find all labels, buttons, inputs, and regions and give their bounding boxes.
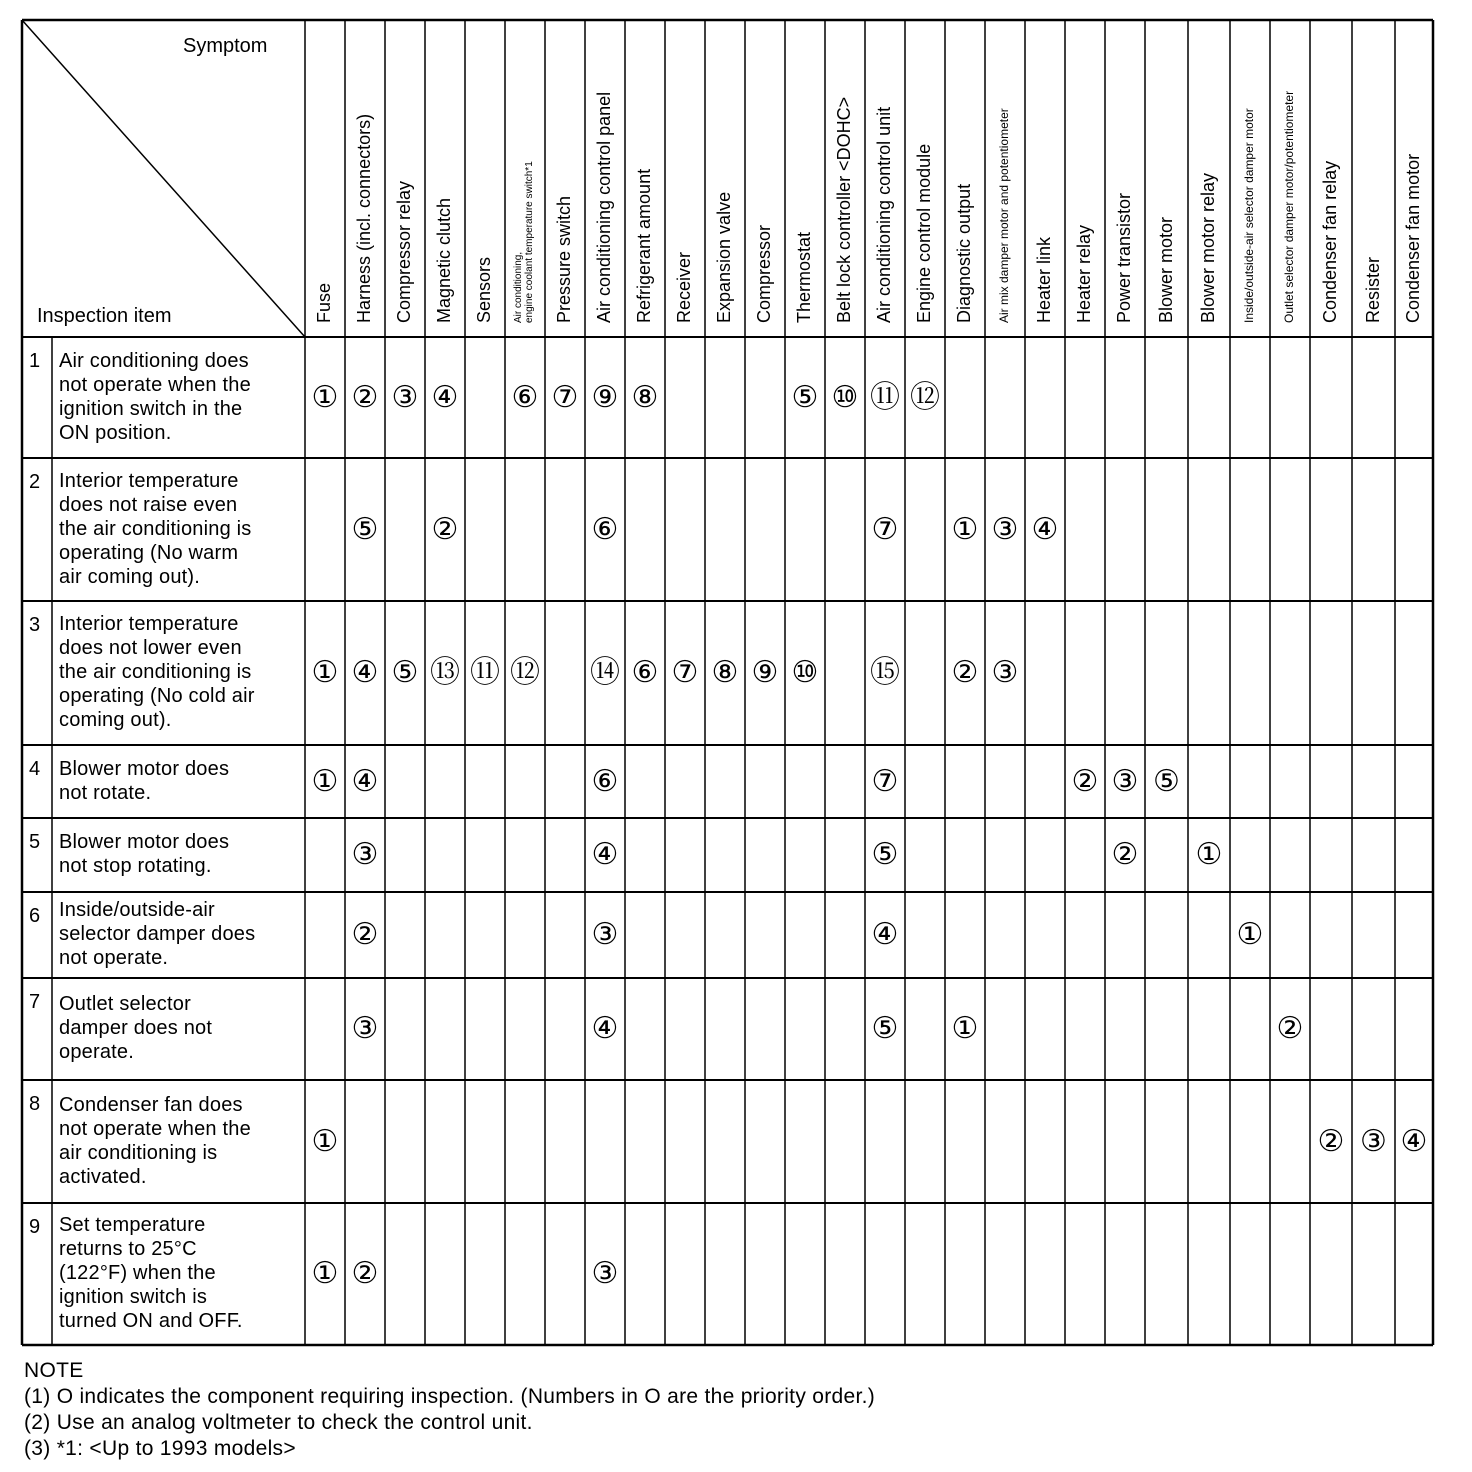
- column-header-4: Sensors: [474, 256, 495, 323]
- priority-mark: ②: [351, 917, 379, 952]
- symptom-text-line: turned ON and OFF.: [59, 1310, 243, 1332]
- column-header-13: Belt lock controller <DOHC>: [834, 96, 855, 323]
- column-header-11: Compressor: [754, 224, 775, 323]
- corner-diagonal: [22, 20, 305, 337]
- symptom-text-line: operating (No warm: [59, 541, 239, 564]
- symptom-text-line: not stop rotating.: [59, 855, 212, 877]
- column-header-27: Condenser fan motor: [1403, 153, 1424, 323]
- column-header-16: Diagnostic output: [954, 183, 975, 323]
- priority-mark: ①: [951, 1011, 979, 1046]
- notes-title: NOTE: [24, 1359, 84, 1382]
- priority-mark: ⑫: [910, 379, 940, 415]
- row-number: 3: [29, 614, 41, 636]
- row-symptom-text: [59, 992, 212, 1064]
- note-item-2: (2) Use an analog voltmeter to check the control unit.: [24, 1411, 533, 1434]
- priority-mark: ⑤: [871, 1011, 899, 1046]
- symptom-text-line: does not raise even: [59, 493, 238, 516]
- priority-mark: ⑫: [510, 655, 540, 690]
- column-header-2: Compressor relay: [394, 180, 415, 323]
- priority-mark: ⑤: [871, 837, 899, 872]
- priority-mark: ④: [351, 655, 379, 690]
- priority-mark: ④: [431, 379, 459, 415]
- symptom-text-line: ON position.: [59, 421, 172, 444]
- row-number: 5: [29, 831, 41, 853]
- symptom-text-line: Inside/outside-air: [59, 899, 215, 921]
- priority-mark: ①: [311, 655, 339, 690]
- column-header-23: Inside/outside-air selector damper motor: [1242, 108, 1257, 323]
- symptom-text-line: coming out).: [59, 709, 172, 731]
- priority-mark: ③: [351, 837, 379, 872]
- row-symptom-text: [59, 898, 255, 970]
- priority-mark: ⑮: [870, 655, 900, 690]
- priority-mark: ②: [951, 655, 979, 690]
- column-header-10: Expansion valve: [714, 191, 735, 323]
- column-header-26: Resister: [1362, 256, 1383, 323]
- column-header-17: Air mix damper motor and potentiometer: [997, 108, 1012, 323]
- priority-mark: ④: [871, 917, 899, 952]
- symptom-text-line: Set temperature: [59, 1214, 206, 1236]
- priority-mark: ⑦: [671, 655, 699, 690]
- priority-mark: ⑤: [1153, 763, 1180, 799]
- priority-mark: ⑥: [631, 655, 659, 690]
- column-header-20: Power transistor: [1114, 192, 1135, 323]
- row-number: 2: [29, 471, 41, 493]
- symptom-text-line: operating (No cold air: [59, 685, 255, 707]
- column-header-9: Receiver: [674, 251, 695, 323]
- column-header-0: Fuse: [314, 282, 335, 323]
- column-header-18: Heater link: [1034, 236, 1055, 323]
- priority-mark: ②: [431, 511, 459, 547]
- priority-mark: ①: [1195, 837, 1223, 872]
- priority-mark: ③: [591, 1256, 619, 1291]
- priority-mark: ⑥: [511, 379, 539, 415]
- row-number: 6: [29, 905, 41, 927]
- symptom-text-line: Interior temperature: [59, 469, 239, 492]
- priority-mark: ④: [1031, 511, 1059, 547]
- priority-mark: ⑧: [631, 379, 659, 415]
- priority-mark: ③: [351, 1011, 379, 1046]
- row-symptom-text: [59, 757, 229, 805]
- notes-section: [24, 1358, 875, 1462]
- column-header-14: Air conditioning control unit: [874, 106, 895, 323]
- row-symptom-text: [59, 1093, 251, 1189]
- row-number: 4: [29, 758, 41, 780]
- column-header-3: Magnetic clutch: [434, 197, 455, 323]
- symptom-text-line: not operate.: [59, 947, 169, 969]
- column-header-5-line1: Air conditioning,: [513, 251, 524, 323]
- note-item-3: (3) *1: <Up to 1993 models>: [24, 1437, 296, 1460]
- priority-mark: ①: [951, 511, 979, 547]
- symptom-text-line: not operate when the: [59, 1117, 251, 1140]
- row-symptom-text: [59, 612, 255, 732]
- column-header-19: Heater relay: [1074, 224, 1095, 323]
- column-header-15: Engine control module: [914, 143, 935, 323]
- column-header-22: Blower motor relay: [1198, 172, 1219, 323]
- symptom-text-line: selector damper does: [59, 923, 256, 945]
- priority-mark: ⑦: [871, 763, 899, 799]
- symptom-text-line: the air conditioning is: [59, 661, 252, 683]
- priority-mark: ⑩: [831, 379, 859, 415]
- priority-mark: ⑪: [870, 379, 900, 415]
- row-symptom-text: [59, 1213, 243, 1333]
- inspection-item-label: Inspection item: [37, 305, 172, 327]
- priority-mark: ⑬: [430, 655, 460, 690]
- symptom-text-line: Blower motor does: [59, 757, 230, 780]
- symptom-text-line: not rotate.: [59, 781, 152, 804]
- note-item-1: (1) O indicates the component requiring inspection. (Numbers in O are the priority order.): [24, 1385, 876, 1408]
- priority-mark: ③: [391, 379, 419, 415]
- column-header-24: Outlet selector damper motor/potentiometer: [1282, 90, 1297, 323]
- row-symptom-text: [59, 830, 229, 878]
- symptom-text-line: Condenser fan does: [59, 1093, 243, 1116]
- row-number: 1: [29, 350, 41, 372]
- row-number: 9: [29, 1216, 41, 1238]
- symptom-text-line: activated.: [59, 1165, 147, 1188]
- priority-mark: ⑥: [591, 763, 619, 799]
- priority-mark: ③: [991, 655, 1019, 690]
- priority-mark: ①: [311, 1256, 339, 1291]
- priority-mark: ⑪: [470, 655, 500, 690]
- priority-mark: ①: [311, 763, 339, 799]
- symptom-text-line: (122°F) when the: [59, 1262, 216, 1284]
- priority-mark: ④: [1400, 1123, 1428, 1159]
- priority-mark: ②: [1317, 1123, 1345, 1159]
- symptom-text-line: ignition switch is: [59, 1286, 208, 1308]
- priority-mark: ⑤: [351, 511, 379, 547]
- priority-mark: ⑩: [791, 655, 819, 690]
- priority-mark: ④: [351, 763, 379, 799]
- priority-mark: ⑤: [791, 379, 819, 415]
- priority-mark: ③: [1360, 1123, 1387, 1159]
- column-header-12: Thermostat: [794, 231, 815, 323]
- priority-mark: ②: [1071, 763, 1099, 799]
- priority-mark: ③: [591, 917, 619, 952]
- priority-mark: ⑨: [591, 379, 619, 415]
- row-symptom-text: [59, 349, 251, 445]
- priority-mark: ②: [351, 1256, 379, 1291]
- priority-mark: ⑥: [591, 511, 619, 547]
- priority-mark: ④: [591, 1011, 619, 1046]
- column-header-8: Refrigerant amount: [634, 168, 655, 323]
- symptom-text-line: ignition switch in the: [59, 397, 243, 420]
- symptom-text-line: not operate when the: [59, 373, 251, 396]
- priority-mark: ⑤: [391, 655, 419, 690]
- priority-mark: ④: [591, 837, 619, 872]
- priority-mark: ⑭: [590, 655, 620, 690]
- row-symptom-text: [59, 469, 252, 589]
- symptom-text-line: Interior temperature: [59, 613, 239, 635]
- priority-mark: ⑦: [871, 511, 899, 547]
- priority-mark: ②: [351, 379, 379, 415]
- priority-mark: ⑦: [551, 379, 579, 415]
- priority-mark: ②: [1276, 1011, 1304, 1046]
- priority-mark: ①: [1236, 917, 1264, 952]
- symptom-text-line: damper does not: [59, 1017, 213, 1039]
- symptom-text-line: the air conditioning is: [59, 517, 252, 540]
- symptom-text-line: air coming out).: [59, 565, 201, 588]
- symptom-text-line: operate.: [59, 1041, 134, 1063]
- row-number: 8: [29, 1093, 41, 1115]
- priority-mark: ③: [991, 511, 1019, 547]
- priority-mark: ①: [311, 1123, 339, 1159]
- symptom-label: Symptom: [183, 35, 268, 57]
- column-header-7: Air conditioning control panel: [594, 91, 615, 323]
- column-header-25: Condenser fan relay: [1320, 160, 1341, 323]
- priority-mark: ⑨: [751, 655, 779, 690]
- symptom-text-line: Outlet selector: [59, 993, 191, 1015]
- column-header-1: Harness (incl. connectors): [354, 113, 375, 323]
- priority-mark: ⑧: [711, 655, 739, 690]
- symptom-text-line: air conditioning is: [59, 1141, 218, 1164]
- priority-mark: ①: [311, 379, 339, 415]
- row-number: 7: [29, 991, 41, 1013]
- column-header-21: Blower motor: [1155, 216, 1176, 323]
- priority-mark: ②: [1111, 837, 1139, 872]
- symptom-text-line: Blower motor does: [59, 831, 230, 853]
- column-header-6: Pressure switch: [554, 195, 575, 323]
- symptom-text-line: returns to 25°C: [59, 1238, 197, 1260]
- column-header-5-line2: engine coolant temperature switch*1: [524, 161, 535, 323]
- symptom-text-line: Air conditioning does: [59, 349, 249, 372]
- priority-mark: ③: [1111, 763, 1139, 799]
- symptom-text-line: does not lower even: [59, 637, 242, 659]
